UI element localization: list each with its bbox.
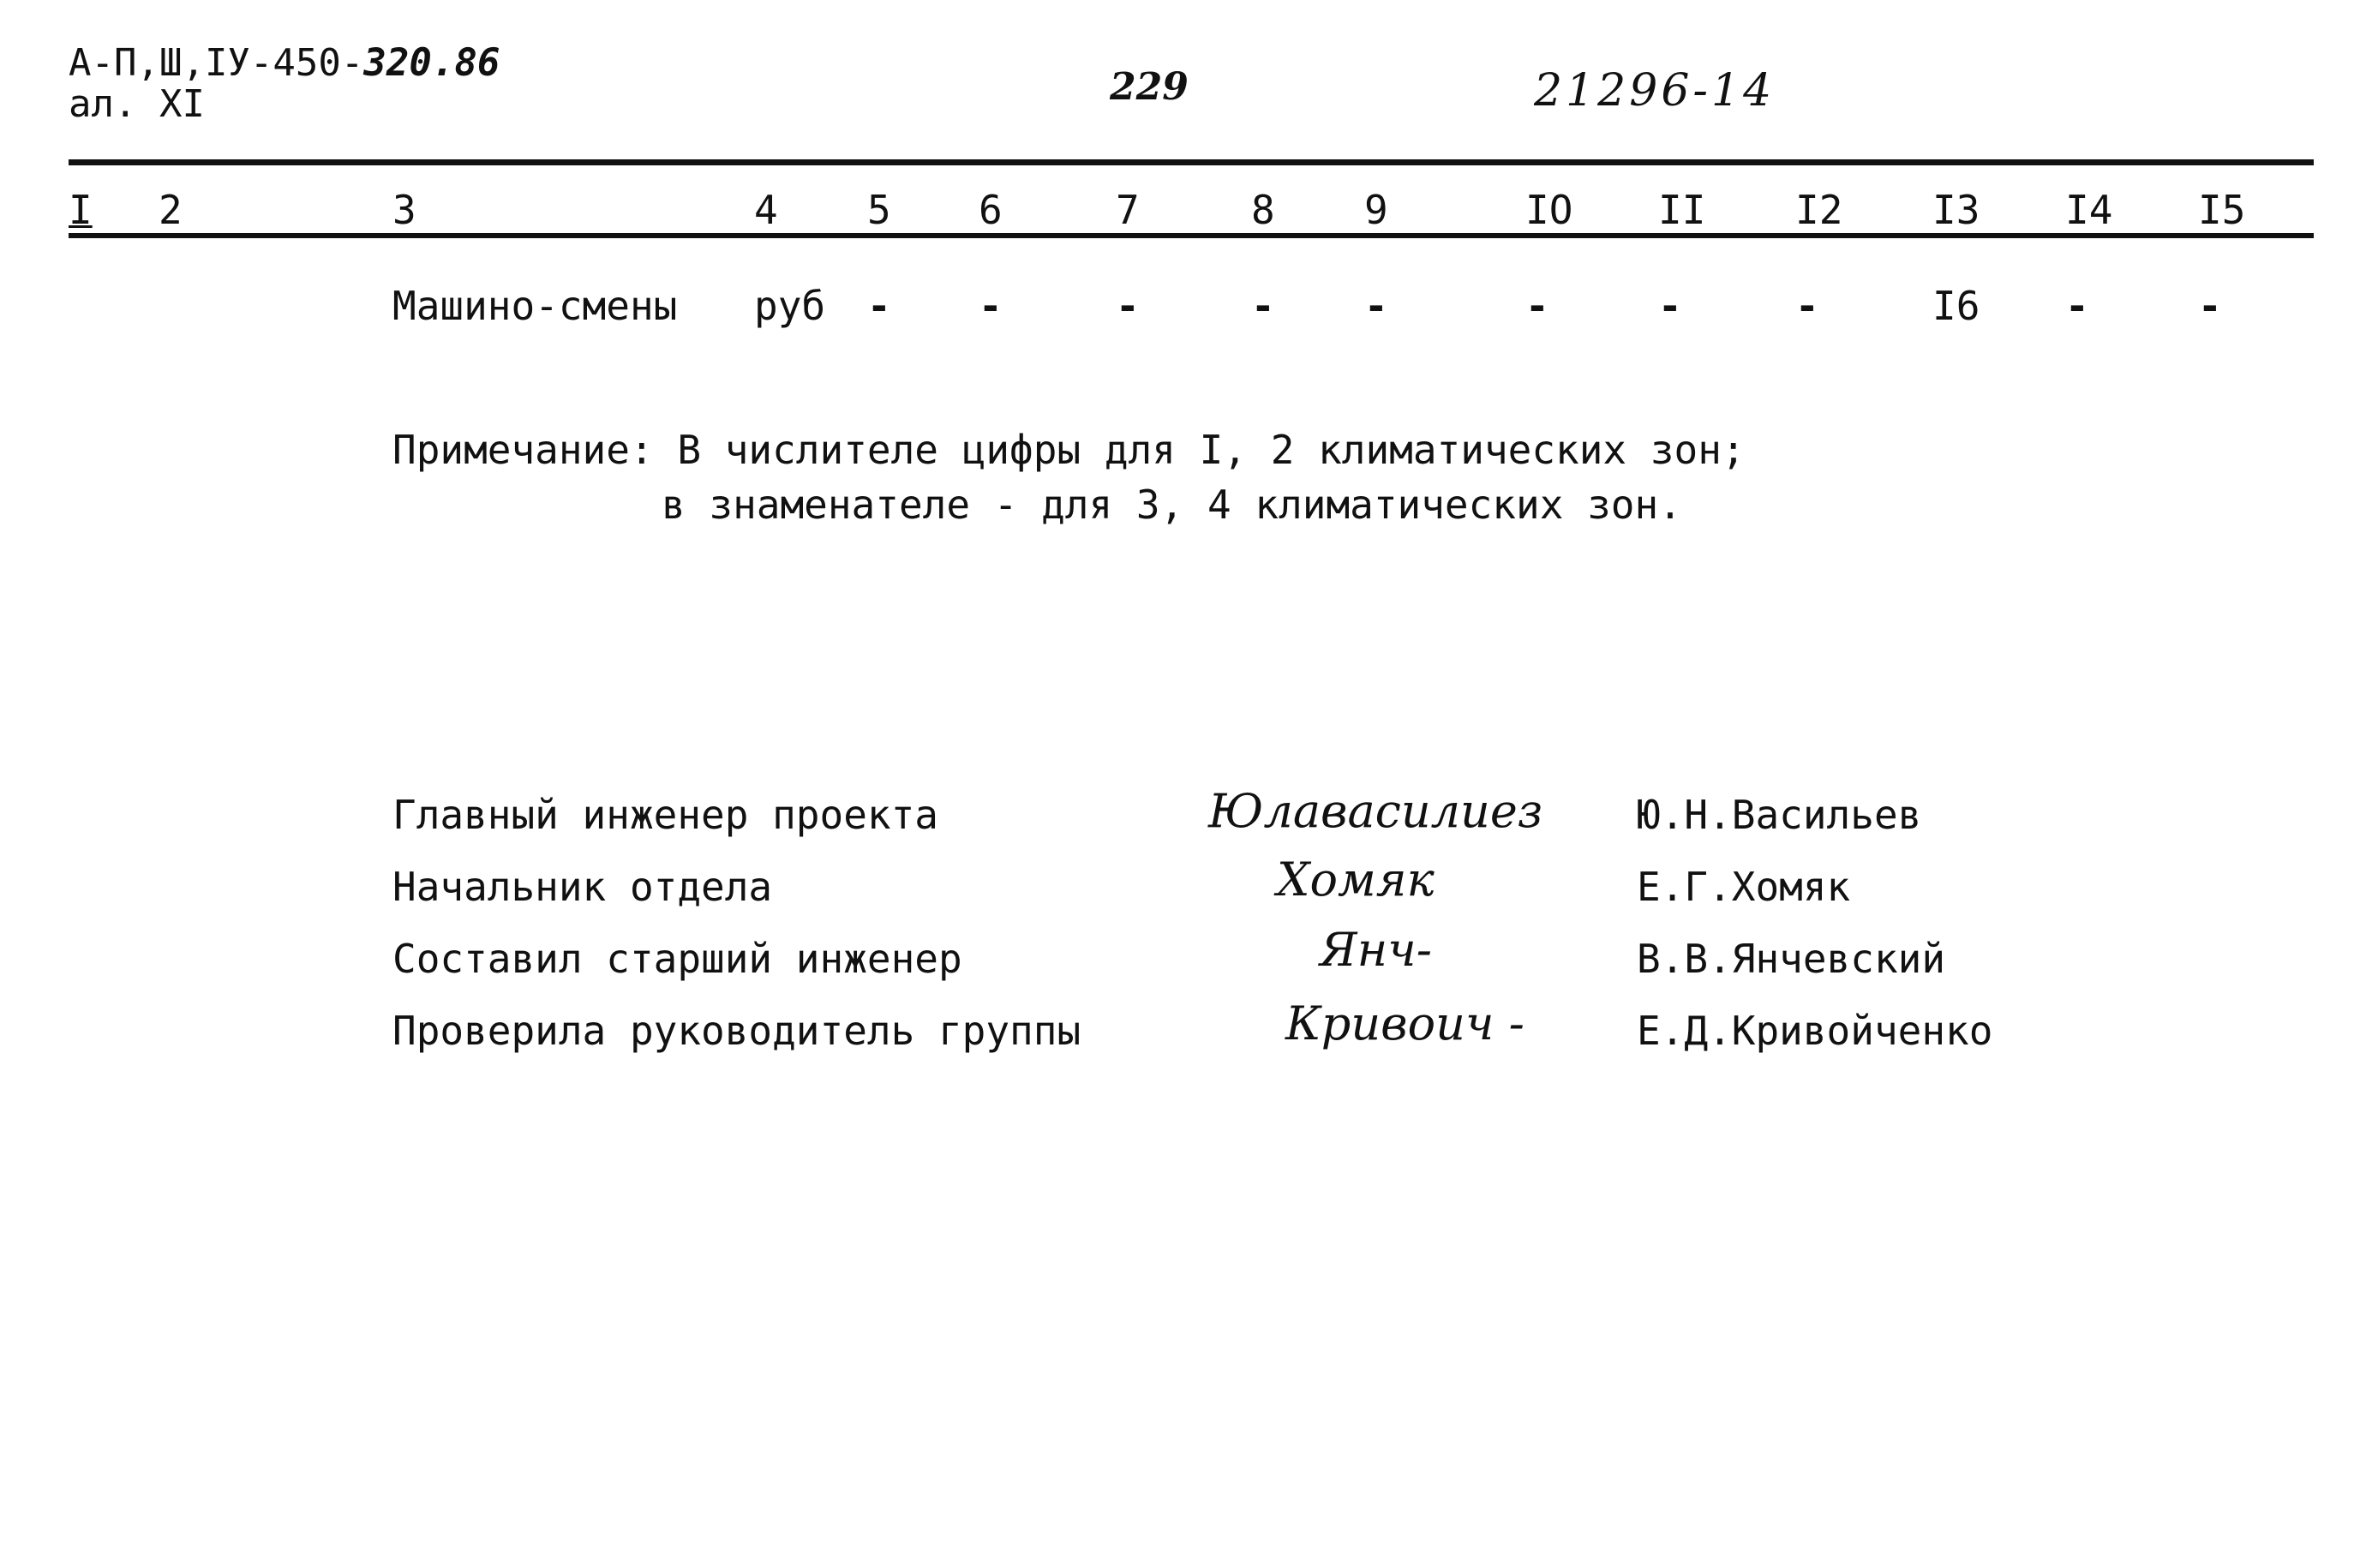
signature-chief-engineer: Юлавасилиез [1208,784,1543,838]
cell-col-9: - [1364,283,1388,329]
signature-role-compiler: Составил старший инженер [392,936,962,982]
signature-role-department-head: Начальник отдела [392,864,773,910]
column-number-13: I3 [1932,187,1980,233]
cell-col-12: - [1795,283,1819,329]
cell-col-13: I6 [1932,283,1980,329]
signature-department-head: Хомяк [1277,853,1435,907]
column-number-8: 8 [1251,187,1275,233]
column-number-12: I2 [1795,187,1843,233]
column-number-6: 6 [979,187,1003,233]
signature-compiler: Янч- [1320,923,1433,977]
signature-name-compiler: В.В.Янчевский [1637,936,1946,982]
cell-col-6: - [979,283,1003,329]
column-number-2: 2 [159,187,183,233]
signature-name-group-leader: Е.Д.Кривойченко [1637,1008,1993,1054]
header-rule [69,233,2314,238]
column-number-4: 4 [754,187,778,233]
column-number-1: I [69,187,93,233]
signature-group-leader: Кривоич - [1285,996,1524,1050]
column-number-10: IO [1525,187,1573,233]
cell-col-10: - [1525,283,1549,329]
document-number: 21296-14 [1534,65,1776,117]
column-number-5: 5 [867,187,891,233]
column-number-3: 3 [392,187,416,233]
cell-col-11: - [1658,283,1682,329]
document-code-printed: А-П,Ш,IУ-450- [69,41,364,85]
document-code [69,41,500,85]
signature-name-chief-engineer: Ю.Н.Васильев [1637,792,1922,838]
top-rule [69,159,2314,165]
signature-role-chief-engineer: Главный инженер проекта [392,792,938,838]
cell-col-7: - [1116,283,1140,329]
signature-name-department-head: Е.Г.Хомяк [1637,864,1851,910]
column-number-14: I4 [2065,187,2113,233]
cell-col-14: - [2065,283,2089,329]
column-number-9: 9 [1364,187,1388,233]
note-line-1: Примечание: В числителе цифры для I, 2 климатических зон; [392,427,1746,473]
cell-col-5: - [867,283,891,329]
column-number-11: II [1658,187,1706,233]
row-unit: руб [754,283,826,329]
note-line-2: в знаменателе - для 3, 4 климатических зон. [662,482,1682,528]
signature-role-group-leader: Проверила руководитель группы [392,1008,1081,1054]
sheet-label: ал. XI [69,82,205,126]
column-number-7: 7 [1116,187,1140,233]
page-number: 229 [1110,65,1189,109]
column-number-15: I5 [2198,187,2246,233]
document-code-handwritten: 320.86 [363,41,500,85]
cell-col-15: - [2198,283,2222,329]
cell-col-8: - [1251,283,1275,329]
row-name: Машино-смены [392,283,678,329]
